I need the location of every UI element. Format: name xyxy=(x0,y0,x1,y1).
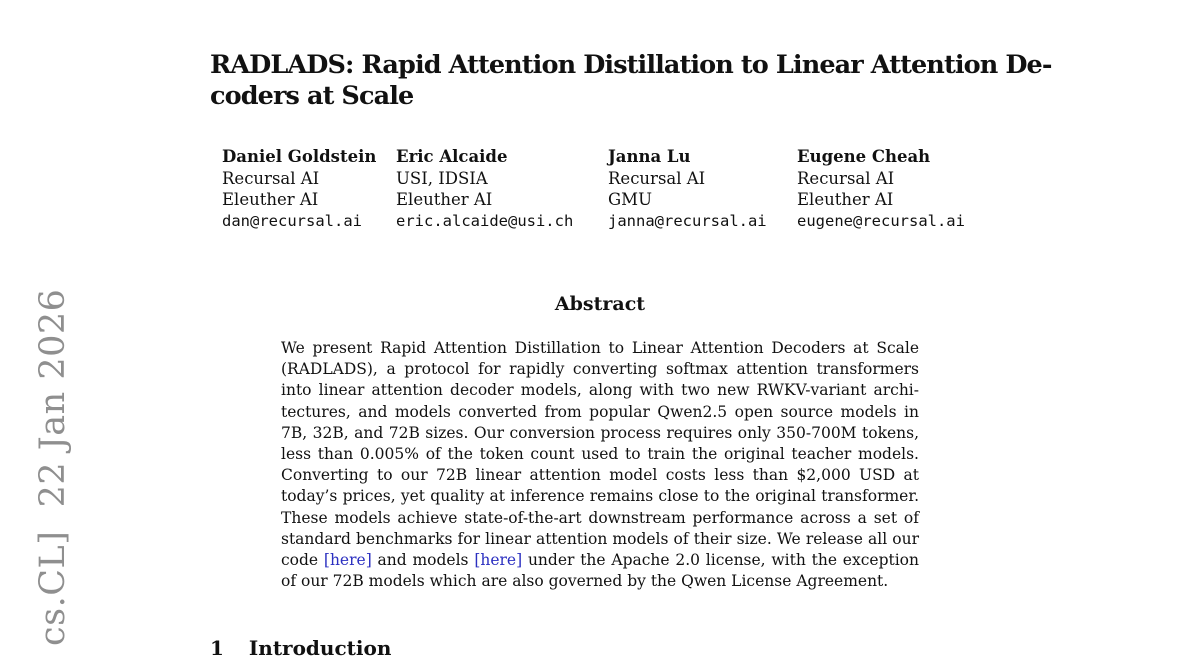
abstract-line: (RADLADS), a protocol for rapidly converting softmax attention transformers xyxy=(281,360,919,379)
abstract-heading: Abstract xyxy=(554,293,646,315)
author-name: Eric Alcaide xyxy=(396,147,508,166)
author-affiliation-2: Eleuther AI xyxy=(222,190,319,210)
author-name: Daniel Goldstein xyxy=(222,147,377,166)
abstract-line: 7B, 32B, and 72B sizes. Our conversion process requires only 350-700M tokens, xyxy=(281,423,919,442)
author-column-janna-lu xyxy=(608,146,767,233)
author-column-daniel-goldstein xyxy=(222,146,376,233)
paper-title-line-2: coders at Scale xyxy=(210,81,414,111)
abstract-line: These models achieve state-of-the-art downstream performance across a set of xyxy=(281,508,919,527)
author-email: eric.alcaide@usi.ch xyxy=(396,212,574,231)
author-affiliation-2: Eleuther AI xyxy=(797,190,894,210)
author-column-eric-alcaide xyxy=(396,146,573,233)
author-name: Janna Lu xyxy=(608,147,691,166)
author-email: janna@recursal.ai xyxy=(608,212,767,231)
abstract-line: today’s prices, yet quality at inference remains close to the original transformer. xyxy=(281,487,919,506)
abstract-line: less than 0.005% of the token count used to train the original teacher models. xyxy=(281,444,919,463)
abstract-line: tectures, and models converted from popular Qwen2.5 open source models in xyxy=(281,402,919,421)
author-affiliation-1: USI, IDSIA xyxy=(396,168,488,188)
author-affiliation-2: GMU xyxy=(608,190,652,210)
section-title: Introduction xyxy=(248,636,392,660)
author-name: Eugene Cheah xyxy=(797,147,931,166)
models-here-link[interactable]: [here] xyxy=(474,550,523,569)
abstract-line-with-links xyxy=(281,550,919,571)
code-here-link[interactable]: [here] xyxy=(323,550,372,569)
abstract-text: and models xyxy=(371,550,475,569)
abstract-text: code xyxy=(281,550,324,569)
arxiv-sidebar-text: cs.CL] 22 Jan 2026 xyxy=(33,288,73,646)
section-heading-introduction xyxy=(210,636,391,660)
author-email: eugene@recursal.ai xyxy=(797,212,965,231)
author-affiliation-1: Recursal AI xyxy=(608,168,706,188)
paper-title-line-1: RADLADS: Rapid Attention Distillation to Linear Attention De- xyxy=(210,50,1052,80)
abstract-line: standard benchmarks for linear attention models of their size. We release all our xyxy=(281,529,919,548)
abstract-body xyxy=(281,338,919,592)
author-affiliation-2: Eleuther AI xyxy=(396,190,493,210)
author-email: dan@recursal.ai xyxy=(222,212,362,231)
paper-title xyxy=(210,50,1050,112)
abstract-text: under the Apache 2.0 license, with the exception xyxy=(522,550,919,569)
author-affiliation-1: Recursal AI xyxy=(797,168,895,188)
author-column-eugene-cheah xyxy=(797,146,965,233)
author-affiliation-1: Recursal AI xyxy=(222,168,320,188)
abstract-line: Converting to our 72B linear attention model costs less than $2,000 USD at xyxy=(281,466,919,485)
abstract-line: into linear attention decoder models, along with two new RWKV-variant archi- xyxy=(281,381,919,400)
section-number: 1 xyxy=(210,636,224,660)
abstract-line: We present Rapid Attention Distillation to Linear Attention Decoders at Scale xyxy=(281,339,919,357)
abstract-line: of our 72B models which are also governed by the Qwen License Agreement. xyxy=(281,572,889,591)
authors-block xyxy=(0,146,1200,246)
